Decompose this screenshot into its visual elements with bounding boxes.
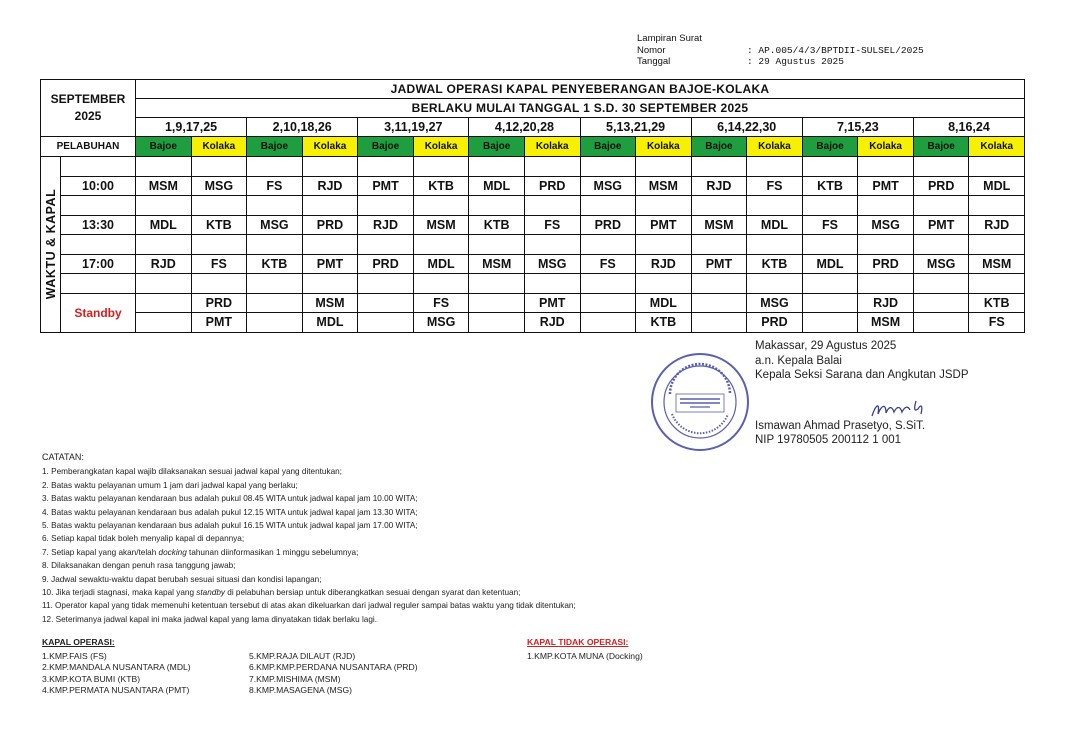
note-item: 11. Operator kapal yang tidak memenuhi ketentuan tersebut di atas akan dikeluarkan dari jadwal reguler sampai batas waktu yang tidak ditentukan; — [42, 601, 576, 611]
ship-code-cell: FS — [580, 254, 636, 274]
empty-cell — [913, 157, 969, 177]
empty-cell — [469, 293, 525, 313]
standby-ship-cell: PRD — [747, 313, 803, 333]
standby-row — [41, 313, 1025, 333]
empty-cell — [136, 157, 192, 177]
year-label: 2025 — [74, 109, 102, 123]
departure-time: 10:00 — [61, 176, 136, 196]
standby-row — [41, 293, 1025, 313]
empty-cell — [691, 235, 747, 255]
tanggal-value: : 29 Agustus 2025 — [747, 56, 844, 67]
port-kolaka: Kolaka — [191, 137, 247, 157]
port-kolaka: Kolaka — [747, 137, 803, 157]
ship-list-item: 2.KMP.MANDALA NUSANTARA (MDL) — [42, 662, 191, 673]
empty-cell — [913, 293, 969, 313]
note-item: 3. Batas waktu pelayanan kendaraan bus adalah pukul 08.45 WITA untuk jadwal kapal jam 10.00 WITA; — [42, 494, 418, 504]
standby-ship-cell: PMT — [524, 293, 580, 313]
empty-cell — [802, 293, 858, 313]
signature-block — [755, 339, 969, 448]
empty-cell — [469, 235, 525, 255]
empty-cell — [302, 235, 358, 255]
non-operating-ships-list — [527, 637, 643, 662]
empty-cell — [358, 313, 414, 333]
ship-code-cell: PMT — [858, 176, 914, 196]
empty-cell — [636, 157, 692, 177]
empty-cell — [61, 274, 136, 294]
empty-cell — [358, 235, 414, 255]
empty-cell — [747, 196, 803, 216]
empty-cell — [580, 157, 636, 177]
port-kolaka: Kolaka — [302, 137, 358, 157]
empty-cell — [191, 235, 247, 255]
empty-cell — [413, 196, 469, 216]
empty-cell — [524, 157, 580, 177]
ship-list-item: 8.KMP.MASAGENA (MSG) — [249, 684, 352, 695]
port-bajoe: Bajoe — [802, 137, 858, 157]
empty-cell — [302, 157, 358, 177]
standby-ship-cell: MDL — [636, 293, 692, 313]
ship-code-cell: MSG — [524, 254, 580, 274]
empty-cell — [469, 313, 525, 333]
ship-code-cell: MSM — [136, 176, 192, 196]
note-item: 10. Jika terjadi stagnasi, maka kapal yang standby di pelabuhan bersiap untuk diberangkatkan sesuai dengan syarat dan ketentuan; — [42, 588, 521, 598]
empty-cell — [413, 235, 469, 255]
empty-cell — [247, 157, 303, 177]
port-kolaka: Kolaka — [636, 137, 692, 157]
ship-code-cell: PRD — [858, 254, 914, 274]
empty-cell — [469, 274, 525, 294]
empty-cell — [358, 293, 414, 313]
ship-code-cell: FS — [747, 176, 803, 196]
ship-code-cell: MSG — [580, 176, 636, 196]
empty-cell — [191, 157, 247, 177]
standby-ship-cell: PMT — [191, 313, 247, 333]
empty-cell — [136, 235, 192, 255]
empty-cell — [580, 235, 636, 255]
empty-cell — [61, 235, 136, 255]
empty-cell — [469, 196, 525, 216]
nomor-label: Nomor — [637, 44, 666, 56]
port-bajoe: Bajoe — [691, 137, 747, 157]
schedule-table — [40, 79, 1025, 333]
ship-code-cell: FS — [524, 215, 580, 235]
operating-ships-column-1 — [42, 651, 249, 696]
standby-ship-cell: MSG — [413, 313, 469, 333]
ship-code-cell: KTB — [747, 254, 803, 274]
departure-time: 17:00 — [61, 254, 136, 274]
empty-cell — [913, 274, 969, 294]
empty-cell — [61, 196, 136, 216]
empty-cell — [747, 235, 803, 255]
empty-cell — [636, 235, 692, 255]
ship-code-cell: MDL — [802, 254, 858, 274]
empty-cell — [302, 274, 358, 294]
empty-cell — [413, 274, 469, 294]
empty-cell — [247, 274, 303, 294]
ship-list-item: 1.KMP.FAIS (FS) — [42, 651, 107, 662]
ship-code-cell: PRD — [302, 215, 358, 235]
standby-ship-cell: PRD — [191, 293, 247, 313]
waktu-kapal-label: WAKTU & KAPAL — [43, 189, 58, 300]
notes-list — [42, 465, 576, 626]
ship-code-cell: RJD — [691, 176, 747, 196]
port-bajoe: Bajoe — [136, 137, 192, 157]
ship-code-cell: KTB — [247, 254, 303, 274]
empty-cell — [524, 196, 580, 216]
empty-cell — [580, 293, 636, 313]
ship-code-cell: RJD — [358, 215, 414, 235]
ship-code-cell: PMT — [913, 215, 969, 235]
day-group-header: 1,9,17,25 — [136, 118, 247, 137]
ship-code-cell: MSM — [969, 254, 1025, 274]
ship-code-cell: FS — [247, 176, 303, 196]
empty-cell — [913, 235, 969, 255]
ship-code-cell: MSG — [858, 215, 914, 235]
month-label: SEPTEMBER — [50, 92, 126, 106]
ship-code-cell: MSM — [636, 176, 692, 196]
non-operating-ships-heading: KAPAL TIDAK OPERASI: — [527, 637, 629, 647]
empty-cell — [969, 157, 1025, 177]
operating-ships-list — [42, 637, 509, 696]
empty-cell — [191, 274, 247, 294]
standby-ship-cell: MDL — [302, 313, 358, 333]
ship-code-cell: MDL — [969, 176, 1025, 196]
tanggal-label: Tanggal — [637, 56, 671, 67]
empty-cell — [580, 313, 636, 333]
ship-code-cell: PRD — [358, 254, 414, 274]
signature-on-behalf: a.n. Kepala Balai — [755, 354, 842, 367]
empty-cell — [691, 157, 747, 177]
empty-cell — [747, 157, 803, 177]
empty-cell — [858, 157, 914, 177]
ship-code-cell: MDL — [136, 215, 192, 235]
ship-list-item: 4.KMP.PERMATA NUSANTARA (PMT) — [42, 684, 190, 695]
standby-ship-cell: MSM — [858, 313, 914, 333]
note-item: 9. Jadwal sewaktu-waktu dapat berubah sesuai situasi dan kondisi lapangan; — [42, 574, 322, 584]
spacer-row — [41, 157, 1025, 177]
ship-code-cell: PMT — [691, 254, 747, 274]
empty-cell — [913, 196, 969, 216]
standby-ship-cell: MSM — [302, 293, 358, 313]
standby-ship-cell: RJD — [858, 293, 914, 313]
port-header: PELABUHAN — [41, 137, 136, 157]
letter-attachment-title: Lampiran Surat — [637, 33, 702, 44]
operating-ships-column-2 — [249, 651, 509, 696]
ship-list-item: 7.KMP.MISHIMA (MSM) — [249, 673, 341, 684]
ship-code-cell: MSM — [469, 254, 525, 274]
empty-cell — [691, 313, 747, 333]
empty-cell — [802, 235, 858, 255]
day-group-header: 8,16,24 — [913, 118, 1024, 137]
standby-ship-cell: MSG — [747, 293, 803, 313]
official-stamp — [650, 352, 750, 452]
empty-cell — [247, 235, 303, 255]
empty-cell — [969, 274, 1025, 294]
day-groups-row — [41, 118, 1025, 137]
empty-cell — [969, 235, 1025, 255]
note-item: 1. Pemberangkatan kapal wajib dilaksanakan sesuai jadwal kapal yang ditentukan; — [42, 467, 342, 477]
letter-reference — [637, 33, 924, 68]
empty-cell — [691, 293, 747, 313]
empty-cell — [247, 313, 303, 333]
ship-list-item: 6.KMP.KMP.PERDANA NUSANTARA (PRD) — [249, 662, 418, 673]
note-item: 7. Setiap kapal yang akan/telah docking tahunan diinformasikan 1 minggu sebelumnya; — [42, 547, 359, 557]
schedule-subtitle: BERLAKU MULAI TANGGAL 1 S.D. 30 SEPTEMBER 2025 — [136, 99, 1025, 118]
empty-cell — [358, 274, 414, 294]
note-item: 12. Seterimanya jadwal kapal ini maka jadwal kapal yang lama dinyatakan tidak berlaku lagi. — [42, 614, 377, 624]
port-kolaka: Kolaka — [524, 137, 580, 157]
standby-ship-cell: FS — [969, 313, 1025, 333]
ship-code-cell: PMT — [358, 176, 414, 196]
ship-code-cell: RJD — [302, 176, 358, 196]
signature-position: Kepala Seksi Sarana dan Angkutan JSDP — [755, 369, 969, 381]
ship-code-cell: RJD — [636, 254, 692, 274]
ship-code-cell: KTB — [802, 176, 858, 196]
empty-cell — [969, 196, 1025, 216]
ship-code-cell: MSG — [913, 254, 969, 274]
day-group-header: 5,13,21,29 — [580, 118, 691, 137]
schedule-title: JADWAL OPERASI KAPAL PENYEBERANGAN BAJOE-KOLAKA — [136, 80, 1025, 99]
ship-code-cell: KTB — [191, 215, 247, 235]
empty-cell — [136, 293, 192, 313]
signatory-nip: NIP 19780505 200112 1 001 — [755, 434, 902, 446]
empty-cell — [469, 157, 525, 177]
port-kolaka: Kolaka — [413, 137, 469, 157]
empty-cell — [136, 196, 192, 216]
ship-code-cell: RJD — [969, 215, 1025, 235]
note-item: 5. Batas waktu pelayanan kendaraan bus adalah pukul 16.15 WITA untuk jadwal kapal jam 17.00 WITA; — [42, 521, 418, 531]
empty-cell — [61, 157, 136, 177]
empty-cell — [691, 196, 747, 216]
ship-code-cell: MDL — [747, 215, 803, 235]
standby-ship-cell: FS — [413, 293, 469, 313]
empty-cell — [636, 274, 692, 294]
time-row — [41, 254, 1025, 274]
ship-code-cell: MSG — [247, 215, 303, 235]
ship-code-cell: FS — [802, 215, 858, 235]
empty-cell — [858, 196, 914, 216]
empty-cell — [247, 196, 303, 216]
note-item: 4. Batas waktu pelayanan kendaraan bus adalah pukul 12.15 WITA untuk jadwal kapal jam 13.30 WITA; — [42, 507, 418, 517]
empty-cell — [802, 196, 858, 216]
departure-time: 13:30 — [61, 215, 136, 235]
ship-code-cell: MSG — [191, 176, 247, 196]
empty-cell — [524, 274, 580, 294]
spacer-row — [41, 196, 1025, 216]
empty-cell — [191, 196, 247, 216]
empty-cell — [413, 157, 469, 177]
nomor-value: : AP.005/4/3/BPTDII-SULSEL/2025 — [747, 44, 924, 56]
empty-cell — [802, 313, 858, 333]
empty-cell — [802, 157, 858, 177]
port-bajoe: Bajoe — [913, 137, 969, 157]
notes-section — [42, 451, 576, 626]
port-bajoe: Bajoe — [580, 137, 636, 157]
empty-cell — [136, 313, 192, 333]
ship-list-item: 1.KMP.KOTA MUNA (Docking) — [527, 651, 643, 662]
time-row — [41, 176, 1025, 196]
month-year-cell — [41, 80, 136, 137]
ship-code-cell: PRD — [524, 176, 580, 196]
empty-cell — [358, 196, 414, 216]
standby-ship-cell: KTB — [636, 313, 692, 333]
empty-cell — [247, 293, 303, 313]
waktu-kapal-label-cell — [41, 157, 61, 333]
ship-code-cell: MDL — [469, 176, 525, 196]
spacer-row — [41, 274, 1025, 294]
day-group-header: 6,14,22,30 — [691, 118, 802, 137]
empty-cell — [136, 274, 192, 294]
ship-code-cell: PMT — [302, 254, 358, 274]
standby-label: Standby — [61, 293, 136, 332]
day-group-header: 2,10,18,26 — [247, 118, 358, 137]
signatory-name: Ismawan Ahmad Prasetyo, S.SiT. — [755, 419, 926, 432]
ship-code-cell: MSM — [413, 215, 469, 235]
empty-cell — [580, 196, 636, 216]
time-row — [41, 215, 1025, 235]
port-bajoe: Bajoe — [469, 137, 525, 157]
note-item: 8. Dilaksanakan dengan penuh rasa tanggung jawab; — [42, 561, 236, 571]
day-group-header: 3,11,19,27 — [358, 118, 469, 137]
empty-cell — [858, 274, 914, 294]
empty-cell — [747, 274, 803, 294]
ship-code-cell: PRD — [580, 215, 636, 235]
ship-list-item: 5.KMP.RAJA DILAUT (RJD) — [249, 651, 356, 662]
spacer-row — [41, 235, 1025, 255]
ship-list-item: 3.KMP.KOTA BUMI (KTB) — [42, 673, 141, 684]
ship-code-cell: MDL — [413, 254, 469, 274]
day-group-header: 4,12,20,28 — [469, 118, 580, 137]
ship-code-cell: PRD — [913, 176, 969, 196]
empty-cell — [802, 274, 858, 294]
empty-cell — [302, 196, 358, 216]
empty-cell — [358, 157, 414, 177]
port-bajoe: Bajoe — [247, 137, 303, 157]
notes-heading: CATATAN: — [42, 452, 84, 462]
note-item: 2. Batas waktu pelayanan umum 1 jam dari jadwal kapal yang berlaku; — [42, 480, 298, 490]
ship-code-cell: RJD — [136, 254, 192, 274]
empty-cell — [636, 196, 692, 216]
empty-cell — [580, 274, 636, 294]
signature-place-date: Makassar, 29 Agustus 2025 — [755, 340, 897, 352]
ship-code-cell: KTB — [413, 176, 469, 196]
port-kolaka: Kolaka — [969, 137, 1025, 157]
ship-code-cell: MSM — [691, 215, 747, 235]
port-kolaka: Kolaka — [858, 137, 914, 157]
empty-cell — [524, 235, 580, 255]
empty-cell — [691, 274, 747, 294]
standby-ship-cell: RJD — [524, 313, 580, 333]
ports-row — [41, 137, 1025, 157]
empty-cell — [913, 313, 969, 333]
standby-ship-cell: KTB — [969, 293, 1025, 313]
ship-code-cell: FS — [191, 254, 247, 274]
note-item: 6. Setiap kapal tidak boleh menyalip kapal di depannya; — [42, 534, 245, 544]
empty-cell — [858, 235, 914, 255]
operating-ships-heading: KAPAL OPERASI: — [42, 637, 115, 647]
port-bajoe: Bajoe — [358, 137, 414, 157]
ship-code-cell: PMT — [636, 215, 692, 235]
day-group-header: 7,15,23 — [802, 118, 913, 137]
ship-code-cell: KTB — [469, 215, 525, 235]
